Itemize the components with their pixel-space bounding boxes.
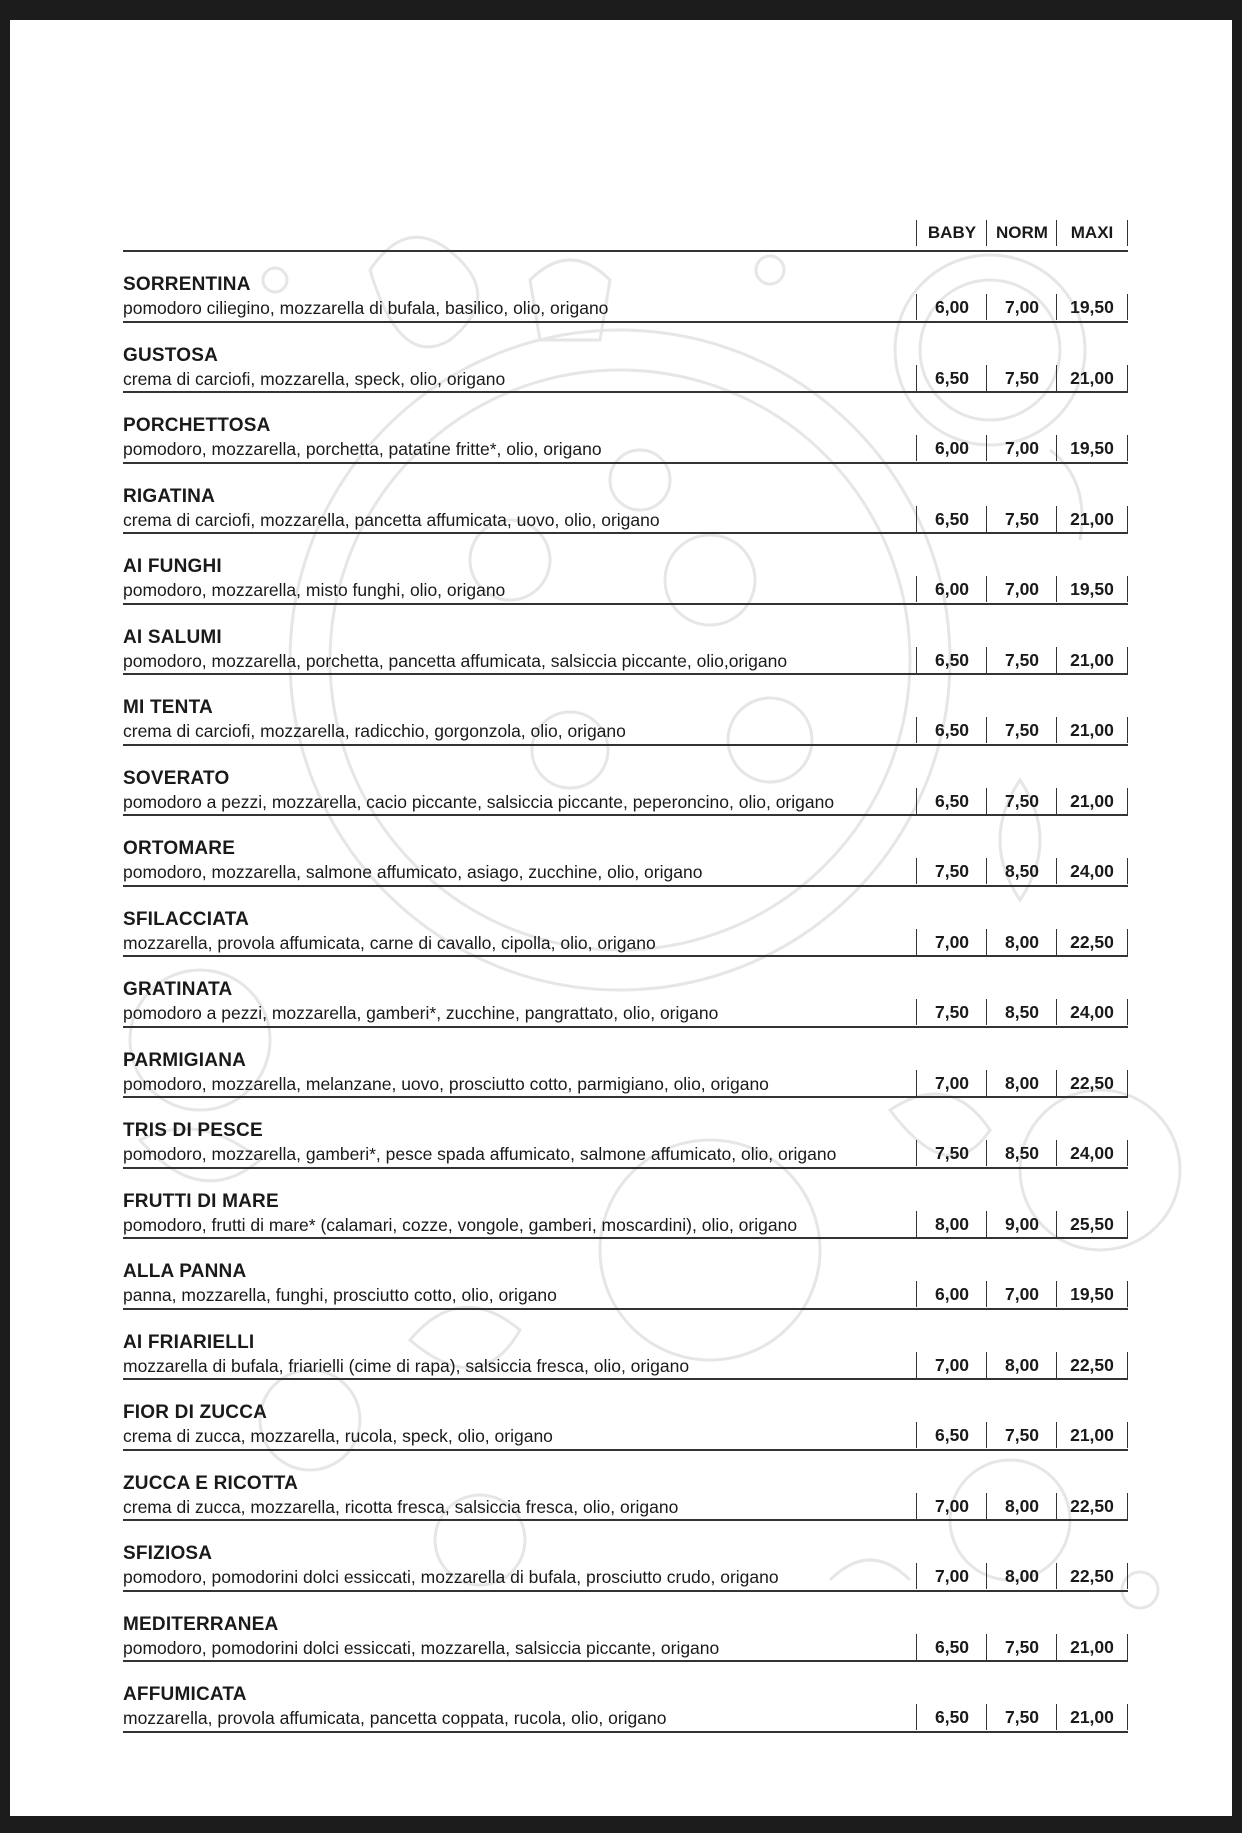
price-baby: 6,00	[916, 576, 987, 602]
item-name: SORRENTINA	[123, 274, 251, 295]
item-name: AI SALUMI	[123, 626, 222, 648]
item-ingredients: panna, mozzarella, funghi, prosciutto cotto, olio, origano	[123, 1285, 557, 1305]
price-maxi: 22,50	[1056, 1563, 1128, 1589]
price-norm: 8,00	[986, 1070, 1057, 1096]
price-norm: 7,00	[986, 1281, 1057, 1307]
price-maxi: 21,00	[1056, 506, 1128, 532]
item-ingredients: mozzarella, provola affumicata, pancetta coppata, rucola, olio, origano	[123, 1708, 667, 1728]
price-baby: 7,50	[916, 858, 987, 884]
price-baby: 7,50	[916, 999, 987, 1025]
price-maxi: 22,50	[1056, 1070, 1128, 1096]
item-name: PORCHETTOSA	[123, 415, 271, 436]
menu-item	[123, 816, 1128, 887]
item-name: AI FRIARIELLI	[123, 1331, 255, 1353]
item-name: ALLA PANNA	[123, 1261, 247, 1282]
price-baby: 6,50	[916, 717, 987, 743]
price-norm: 8,50	[986, 999, 1057, 1025]
price-baby: 7,00	[916, 1493, 987, 1519]
menu-item	[123, 1521, 1128, 1592]
menu-item	[123, 675, 1128, 746]
price-maxi: 21,00	[1056, 1704, 1128, 1730]
price-baby: 7,50	[916, 1140, 987, 1166]
menu-item	[123, 1028, 1128, 1099]
price-maxi: 24,00	[1056, 1140, 1128, 1166]
price-maxi: 22,50	[1056, 929, 1128, 955]
price-baby: 6,50	[916, 1422, 987, 1448]
menu-item	[123, 464, 1128, 535]
price-norm: 7,50	[986, 788, 1057, 814]
item-ingredients: pomodoro, mozzarella, porchetta, patatine fritte*, olio, origano	[123, 439, 602, 459]
price-maxi: 21,00	[1056, 1422, 1128, 1448]
item-name: AFFUMICATA	[123, 1684, 247, 1705]
price-norm: 8,50	[986, 858, 1057, 884]
item-name: SFIZIOSA	[123, 1543, 213, 1564]
item-name: MEDITERRANEA	[123, 1613, 279, 1635]
price-maxi: 19,50	[1056, 1281, 1128, 1307]
menu-item	[123, 252, 1128, 323]
item-name: AI FUNGHI	[123, 556, 222, 577]
price-baby: 6,50	[916, 1704, 987, 1730]
price-maxi: 25,50	[1056, 1211, 1128, 1237]
price-baby: 7,00	[916, 1352, 987, 1378]
item-name: RIGATINA	[123, 485, 216, 507]
price-norm: 7,50	[986, 717, 1057, 743]
item-ingredients: mozzarella di bufala, friarielli (cime di rapa), salsiccia fresca, olio, origano	[123, 1355, 690, 1376]
item-ingredients: pomodoro, mozzarella, porchetta, pancetta affumicata, salsiccia piccante, olio,origano	[123, 650, 788, 671]
item-ingredients: pomodoro, pomodorini dolci essiccati, mozzarella di bufala, prosciutto crudo, origano	[123, 1567, 779, 1587]
price-baby: 6,00	[916, 435, 987, 461]
item-name: MI TENTA	[123, 697, 213, 718]
price-norm: 7,50	[986, 506, 1057, 532]
price-norm: 7,00	[986, 294, 1057, 320]
menu-page	[10, 20, 1232, 1816]
item-name: ZUCCA E RICOTTA	[123, 1472, 299, 1494]
menu-item	[123, 605, 1128, 676]
item-name: SOVERATO	[123, 767, 230, 789]
price-baby: 6,50	[916, 647, 987, 673]
menu-item	[123, 323, 1128, 394]
item-ingredients: pomodoro, frutti di mare* (calamari, cozze, vongole, gamberi, moscardini), olio, origano	[123, 1214, 798, 1235]
item-ingredients: crema di zucca, mozzarella, rucola, speck, olio, origano	[123, 1426, 553, 1446]
price-baby: 6,00	[916, 1281, 987, 1307]
price-maxi: 21,00	[1056, 365, 1128, 391]
price-norm: 7,50	[986, 365, 1057, 391]
price-norm: 7,50	[986, 1422, 1057, 1448]
menu-item	[123, 1380, 1128, 1451]
price-maxi: 24,00	[1056, 858, 1128, 884]
item-ingredients: crema di carciofi, mozzarella, speck, olio, origano	[123, 368, 506, 389]
item-ingredients: pomodoro, mozzarella, melanzane, uovo, prosciutto cotto, parmigiano, olio, origano	[123, 1073, 769, 1094]
price-column-header	[123, 200, 1128, 252]
price-baby: 8,00	[916, 1211, 987, 1237]
price-norm: 8,00	[986, 1563, 1057, 1589]
item-ingredients: pomodoro ciliegino, mozzarella di bufala, basilico, olio, origano	[123, 298, 609, 318]
item-ingredients: pomodoro, mozzarella, misto funghi, olio, origano	[123, 580, 506, 600]
item-name: SFILACCIATA	[123, 908, 250, 930]
item-ingredients: pomodoro, mozzarella, gamberi*, pesce spada affumicato, salmone affumicato, olio, origano	[123, 1144, 837, 1164]
item-name: GUSTOSA	[123, 344, 219, 366]
price-norm: 7,50	[986, 1634, 1057, 1660]
price-baby: 7,00	[916, 1563, 987, 1589]
price-maxi: 19,50	[1056, 294, 1128, 320]
menu-item	[123, 957, 1128, 1028]
menu-item	[123, 1239, 1128, 1310]
item-ingredients: crema di carciofi, mozzarella, pancetta affumicata, uovo, olio, origano	[123, 509, 660, 530]
menu-item	[123, 1662, 1128, 1733]
price-baby: 6,50	[916, 365, 987, 391]
item-ingredients: pomodoro a pezzi, mozzarella, gamberi*, zucchine, pangrattato, olio, origano	[123, 1003, 719, 1023]
price-norm: 7,50	[986, 1704, 1057, 1730]
item-ingredients: pomodoro a pezzi, mozzarella, cacio piccante, salsiccia piccante, peperoncino, olio, origano	[123, 791, 835, 812]
price-maxi: 21,00	[1056, 788, 1128, 814]
price-norm: 8,00	[986, 1352, 1057, 1378]
menu-item	[123, 1592, 1128, 1663]
price-baby: 7,00	[916, 929, 987, 955]
item-ingredients: mozzarella, provola affumicata, carne di cavallo, cipolla, olio, origano	[123, 932, 656, 953]
price-baby: 6,50	[916, 506, 987, 532]
column-baby: BABY	[916, 220, 987, 246]
price-maxi: 19,50	[1056, 576, 1128, 602]
price-norm: 9,00	[986, 1211, 1057, 1237]
price-norm: 8,50	[986, 1140, 1057, 1166]
price-maxi: 22,50	[1056, 1352, 1128, 1378]
price-maxi: 24,00	[1056, 999, 1128, 1025]
menu-items-list	[123, 252, 1128, 1733]
menu-item	[123, 887, 1128, 958]
item-ingredients: pomodoro, pomodorini dolci essiccati, mozzarella, salsiccia piccante, origano	[123, 1637, 720, 1658]
price-norm: 7,00	[986, 435, 1057, 461]
item-name: ORTOMARE	[123, 838, 236, 859]
menu-item	[123, 534, 1128, 605]
column-norm: NORM	[986, 220, 1057, 246]
menu-item	[123, 746, 1128, 817]
price-baby: 7,00	[916, 1070, 987, 1096]
item-name: FIOR DI ZUCCA	[123, 1402, 268, 1423]
menu-item	[123, 1098, 1128, 1169]
item-name: TRIS DI PESCE	[123, 1120, 263, 1141]
price-maxi: 22,50	[1056, 1493, 1128, 1519]
pizza-menu	[123, 200, 1128, 1733]
price-baby: 6,00	[916, 294, 987, 320]
item-name: GRATINATA	[123, 979, 233, 1000]
price-norm: 7,50	[986, 647, 1057, 673]
price-norm: 7,00	[986, 576, 1057, 602]
menu-item	[123, 393, 1128, 464]
menu-item	[123, 1451, 1128, 1522]
item-ingredients: pomodoro, mozzarella, salmone affumicato, asiago, zucchine, olio, origano	[123, 862, 703, 882]
price-maxi: 21,00	[1056, 647, 1128, 673]
menu-item	[123, 1310, 1128, 1381]
price-norm: 8,00	[986, 929, 1057, 955]
price-maxi: 21,00	[1056, 1634, 1128, 1660]
item-name: FRUTTI DI MARE	[123, 1190, 279, 1212]
price-maxi: 21,00	[1056, 717, 1128, 743]
price-baby: 6,50	[916, 788, 987, 814]
menu-item	[123, 1169, 1128, 1240]
item-ingredients: crema di carciofi, mozzarella, radicchio, gorgonzola, olio, origano	[123, 721, 626, 741]
price-baby: 6,50	[916, 1634, 987, 1660]
price-maxi: 19,50	[1056, 435, 1128, 461]
item-name: PARMIGIANA	[123, 1049, 247, 1071]
price-norm: 8,00	[986, 1493, 1057, 1519]
column-maxi: MAXI	[1056, 220, 1128, 246]
item-ingredients: crema di zucca, mozzarella, ricotta fresca, salsiccia fresca, olio, origano	[123, 1496, 679, 1517]
